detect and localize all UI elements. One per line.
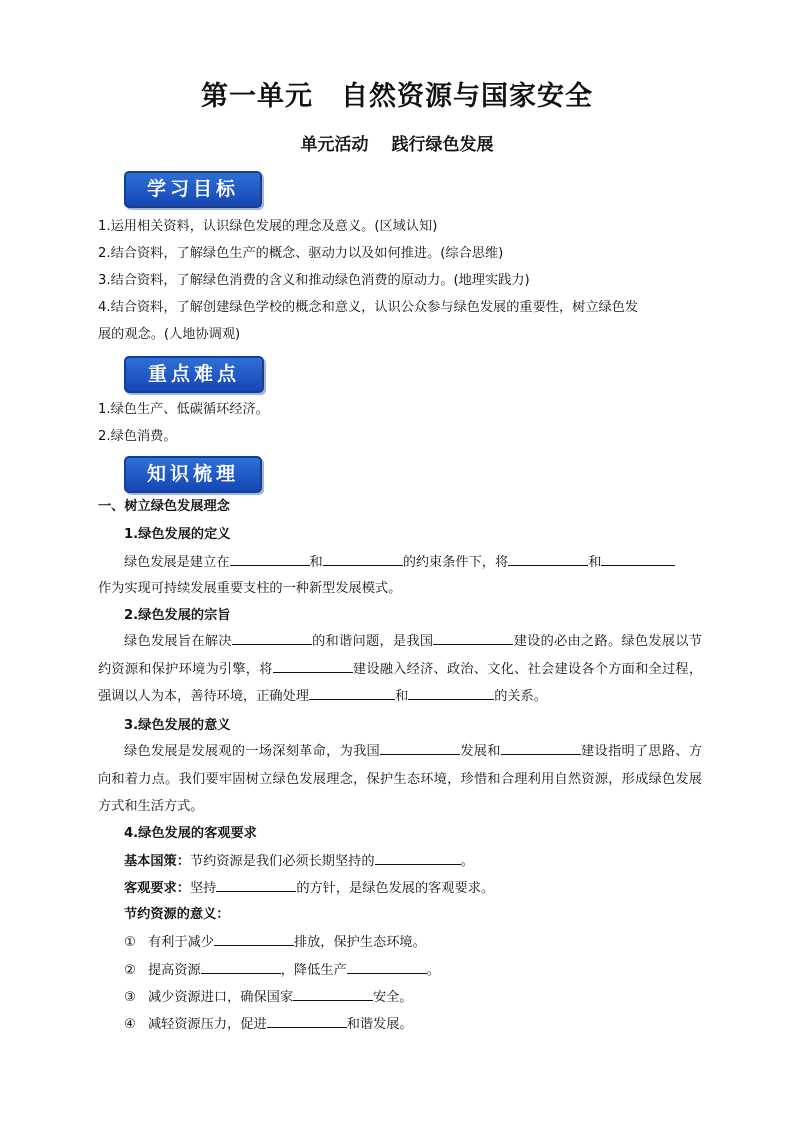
page-title: 第一单元 自然资源与国家安全 bbox=[201, 81, 593, 112]
text: 和 bbox=[395, 689, 409, 704]
paragraph-line bbox=[98, 552, 728, 573]
text: 。 bbox=[460, 854, 474, 869]
subsection-heading: 3.绿色发展的意义 bbox=[124, 718, 231, 733]
text: 建设指明了思路、方向和着力点。我们要牢固树立绿色发展理念，保护生态环境，珍惜和合理利用自然资源，形成绿色发展方式和生活方式。 bbox=[98, 744, 703, 814]
text: 和 bbox=[309, 555, 323, 570]
item-number: ② bbox=[124, 963, 136, 978]
page-subtitle: 单元活动 践行绿色发展 bbox=[300, 135, 494, 155]
text: 发展和 bbox=[460, 744, 501, 759]
fill-blank[interactable] bbox=[293, 987, 373, 1001]
text: ，降低生产 bbox=[280, 963, 347, 978]
fill-blank[interactable] bbox=[601, 552, 675, 566]
goal-item: 1.运用相关资料，认识绿色发展的理念及意义。(区域认知) bbox=[98, 219, 438, 234]
text: 的和谐问题，是我国 bbox=[311, 634, 434, 649]
text: 绿色发展是建立在 bbox=[124, 555, 230, 570]
fill-blank[interactable] bbox=[375, 851, 461, 865]
objective-requirement-line bbox=[98, 878, 728, 899]
fill-blank[interactable] bbox=[347, 960, 427, 974]
item-number: ④ bbox=[124, 1017, 136, 1032]
fill-blank[interactable] bbox=[408, 686, 494, 700]
basic-policy-line bbox=[98, 851, 728, 872]
list-item bbox=[98, 1014, 728, 1035]
key-point-item: 1.绿色生产、低碳循环经济。 bbox=[98, 402, 269, 417]
fill-blank[interactable] bbox=[230, 552, 310, 566]
fill-blank[interactable] bbox=[216, 878, 296, 892]
section-title: 一、树立绿色发展理念 bbox=[98, 499, 230, 514]
text: 绿色发展是发展观的一场深刻革命，为我国 bbox=[124, 744, 381, 759]
fill-blank[interactable] bbox=[501, 741, 581, 755]
text: 有利于减少 bbox=[148, 935, 214, 950]
subsection-heading: 1.绿色发展的定义 bbox=[124, 527, 231, 542]
item-number: ① bbox=[124, 935, 136, 950]
subsection-heading: 4.绿色发展的客观要求 bbox=[124, 826, 257, 841]
fill-blank[interactable] bbox=[380, 741, 460, 755]
text: 坚持 bbox=[189, 881, 217, 896]
goal-item: 4.结合资料，了解创建绿色学校的概念和意义，认识公众参与绿色发展的重要性，树立绿色发 bbox=[98, 300, 639, 315]
paragraph bbox=[98, 738, 702, 821]
text: 和 bbox=[588, 555, 602, 570]
text: 节约资源是我们必须长期坚持的 bbox=[189, 854, 375, 869]
fill-blank[interactable] bbox=[201, 960, 281, 974]
text: 减轻资源压力，促进 bbox=[148, 1017, 267, 1032]
text: 。 bbox=[426, 963, 440, 978]
fill-blank[interactable] bbox=[508, 552, 588, 566]
fill-blank[interactable] bbox=[267, 1014, 347, 1028]
item-number: ③ bbox=[124, 990, 136, 1005]
fill-blank[interactable] bbox=[232, 631, 312, 645]
goal-item: 2.结合资料，了解绿色生产的概念、驱动力以及如何推进。(综合思维) bbox=[98, 246, 504, 261]
text: 提高资源 bbox=[148, 963, 201, 978]
goal-item: 3.结合资料，了解绿色消费的含义和推动绿色消费的原动力。(地理实践力) bbox=[98, 273, 530, 288]
badge-key-points: 重点难点 bbox=[124, 356, 264, 393]
paragraph-line: 作为实现可持续发展重要支柱的一种新型发展模式。 bbox=[98, 581, 402, 596]
text: 建设的必由之路。绿色发展以节约资源和保护环境为引擎，将 bbox=[98, 634, 703, 677]
label: 基本国策： bbox=[124, 854, 190, 869]
fill-blank[interactable] bbox=[433, 631, 513, 645]
text: 的约束条件下，将 bbox=[402, 555, 509, 570]
text: 安全。 bbox=[373, 990, 413, 1005]
fill-blank[interactable] bbox=[214, 932, 294, 946]
text: 的方针，是绿色发展的客观要求。 bbox=[296, 881, 495, 896]
meaning-label: 节约资源的意义： bbox=[124, 907, 230, 922]
subsection-heading: 2.绿色发展的宗旨 bbox=[124, 608, 231, 623]
list-item bbox=[98, 987, 728, 1008]
badge-knowledge: 知识梳理 bbox=[124, 456, 262, 493]
list-item bbox=[98, 960, 728, 981]
label: 客观要求： bbox=[124, 881, 190, 896]
text: 减少资源进口，确保国家 bbox=[148, 990, 294, 1005]
text: 绿色发展旨在解决 bbox=[124, 634, 232, 649]
key-point-item: 2.绿色消费。 bbox=[98, 429, 177, 444]
fill-blank[interactable] bbox=[273, 659, 353, 673]
fill-blank[interactable] bbox=[309, 686, 395, 700]
text: 建设融入经济、政治、文化、社会建设各个方面和全过程，强调以人为本，善待环境，正确处理 bbox=[98, 661, 703, 704]
badge-learning-goals: 学习目标 bbox=[124, 171, 262, 208]
text: 排放，保护生态环境。 bbox=[293, 935, 426, 950]
goal-item: 展的观念。(人地协调观) bbox=[98, 327, 241, 342]
text: 和谐发展。 bbox=[346, 1017, 413, 1032]
paragraph bbox=[98, 628, 702, 711]
fill-blank[interactable] bbox=[323, 552, 403, 566]
list-item bbox=[98, 932, 728, 953]
text: 的关系。 bbox=[494, 689, 547, 704]
